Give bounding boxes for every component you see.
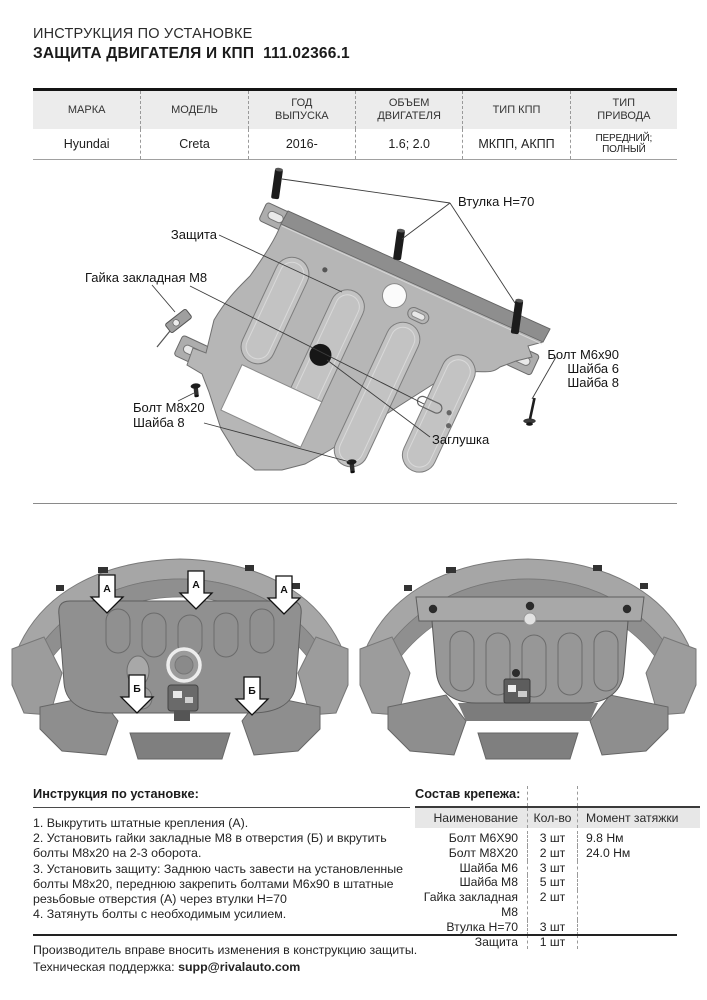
instruction-step: 2. Установить гайки закладные М8 в отверстия (Б) и вкрутить болты М8х20 на 2-3 оборота. xyxy=(33,831,387,861)
label-washer-8-left: Шайба 8 xyxy=(133,415,185,430)
car-underside-before xyxy=(10,545,350,763)
bushing-1 xyxy=(271,167,283,199)
instruction-step: 1. Выкрутить штатные крепления (А). xyxy=(33,816,249,830)
page-subtitle: ИНСТРУКЦИЯ ПО УСТАНОВКЕ xyxy=(33,26,253,42)
title-block xyxy=(33,26,350,63)
car-underside-after xyxy=(358,545,698,763)
drain-plug xyxy=(175,656,193,674)
spec-header-engine: ОБЪЕМ ДВИГАТЕЛЯ xyxy=(355,91,462,129)
label-shield: Защита xyxy=(170,227,217,242)
spec-header-model: МОДЕЛЬ xyxy=(140,91,247,129)
fastener-row: Гайка закладная М8 2 шт xyxy=(415,890,700,920)
marker-a-1: А xyxy=(103,583,111,595)
subframe-center xyxy=(478,733,578,759)
marker-b-2: Б xyxy=(248,685,256,697)
footer-support xyxy=(33,959,417,976)
marker-a-3: А xyxy=(280,584,288,596)
fasteners-header-name: Наименование xyxy=(433,811,518,825)
label-washer-8: Шайба 8 xyxy=(567,375,619,390)
subframe-center xyxy=(130,733,230,759)
instructions-steps xyxy=(33,816,410,922)
steering-cluster xyxy=(168,685,198,721)
plate-shadow xyxy=(458,703,598,721)
product-name: ЗАЩИТА ДВИГАТЕЛЯ И КПП xyxy=(33,45,255,62)
front-hole-ring xyxy=(524,613,536,625)
fastener-row: Втулка Н=70 3 шт xyxy=(415,920,700,935)
label-bushing: Втулка Н=70 xyxy=(458,194,535,209)
spec-data-row xyxy=(33,129,677,159)
fastener-row: Защита 1 шт xyxy=(415,935,700,950)
fasteners-table xyxy=(415,786,700,949)
fastener-row: Шайба М8 5 шт xyxy=(415,875,700,890)
support-email: supp@rivalauto.com xyxy=(178,959,301,974)
spec-value-engine: 1.6; 2.0 xyxy=(355,129,462,159)
spec-value-model: Creta xyxy=(140,129,247,159)
label-rivet-nut: Гайка закладная М8 xyxy=(85,270,208,285)
bolt-m8x20-icon-1 xyxy=(190,383,201,398)
fasteners-header-row xyxy=(415,808,700,828)
instruction-step: 4. Затянуть болты с необходимым усилием. xyxy=(33,907,287,922)
label-plug: Заглушка xyxy=(432,432,490,447)
label-washer-6: Шайба 6 xyxy=(567,361,619,376)
steering-cluster xyxy=(504,679,530,703)
spec-value-brand: Hyundai xyxy=(63,137,110,151)
spec-header-brand: МАРКА xyxy=(67,103,106,116)
fastener-row: Болт М8Х20 2 шт 24.0 Нм xyxy=(448,845,631,860)
spec-value-gearbox: МКПП, АКПП xyxy=(462,129,569,159)
fastener-row: Шайба М6 3 шт xyxy=(415,861,700,876)
spec-value-year: 2016- xyxy=(248,129,355,159)
label-bolt-m6x90: Болт М6х90 xyxy=(547,347,619,362)
footer-divider xyxy=(33,934,677,936)
fastener-row: Болт М6Х90 3 шт 9.8 Нм xyxy=(448,831,624,845)
spec-header-row xyxy=(33,91,677,129)
fasteners-header-torque: Момент затяжки xyxy=(586,811,679,825)
footer xyxy=(33,942,417,975)
bushing-2 xyxy=(393,228,405,260)
marker-a-2: А xyxy=(192,579,200,591)
instructions-title: Инструкция по установке: xyxy=(33,786,410,808)
spec-value-drive: ПЕРЕДНИЙ; ПОЛНЫЙ xyxy=(570,129,677,159)
spec-header-year: ГОД ВЫПУСКА xyxy=(248,91,355,129)
installation-instructions xyxy=(33,786,410,922)
footer-disclaimer: Производитель вправе вносить изменения в конструкцию защиты. xyxy=(33,943,418,957)
support-label: Техническая поддержка: xyxy=(33,959,179,974)
bolt-m6x90-icon xyxy=(524,398,536,426)
spec-header-gearbox: ТИП КПП xyxy=(462,91,569,129)
fasteners-header-qty: Кол-во xyxy=(527,808,578,828)
instruction-step: 3. Установить защиту: Заднюю часть завести на установленные болты М8х20, переднюю закрепить болтами М6х90 в штатные резьбовые отверстия (А) через втулки Н=70 xyxy=(33,861,404,907)
part-number: 111.02366.1 xyxy=(263,45,350,62)
page-title xyxy=(33,45,350,63)
vehicle-spec-table xyxy=(33,88,677,160)
fasteners-title: Состав крепежа: xyxy=(415,786,521,801)
fasteners-body xyxy=(415,828,700,949)
marker-b-1: Б xyxy=(133,683,141,695)
label-bolt-m8x20: Болт М8х20 xyxy=(133,400,205,415)
fasteners-title-row xyxy=(415,786,700,808)
section-divider xyxy=(33,503,677,504)
exploded-diagram xyxy=(0,160,707,510)
spec-header-drive: ТИП ПРИВОДА xyxy=(570,91,677,129)
